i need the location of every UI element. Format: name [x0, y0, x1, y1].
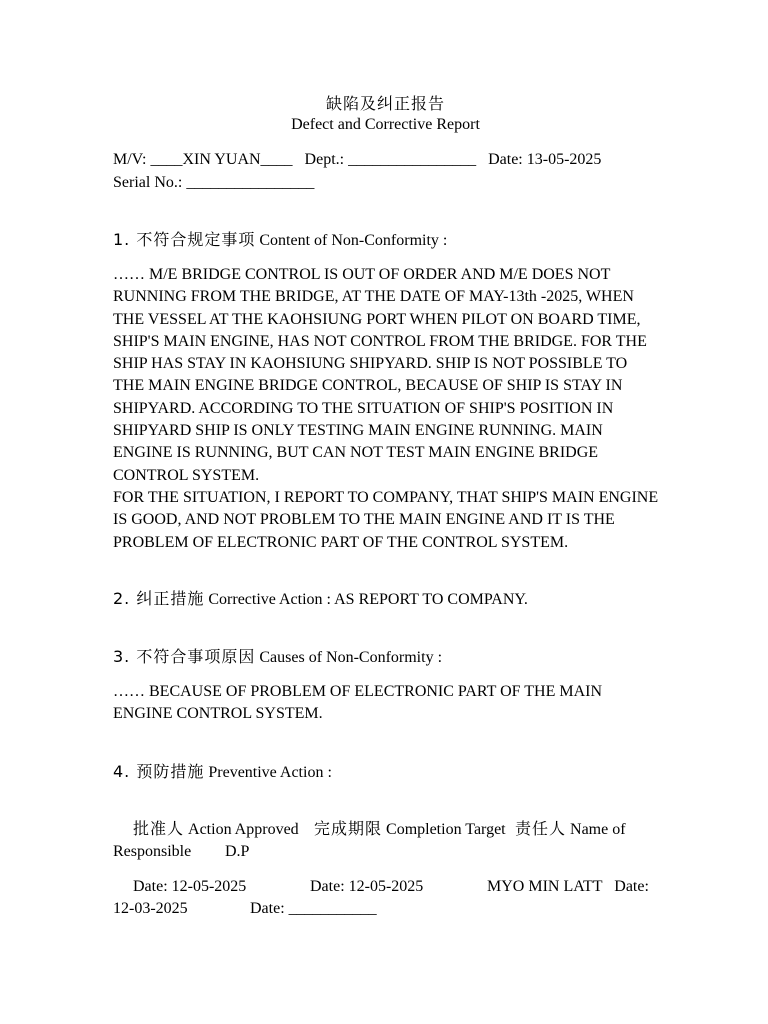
section1-heading	[113, 229, 447, 252]
completion-target-cn: 完成期限	[314, 819, 383, 838]
approved-date: Date: 12-05-2025	[133, 878, 247, 895]
responsible-name-cn: 责任人	[515, 819, 567, 838]
section1-paragraph-2: FOR THE SITUATION, I REPORT TO COMPANY, THAT SHIP'S MAIN ENGINE IS GOOD, AND NOT PROBLEM TO THE MAIN ENGINE AND IT IS THE PROBLEM OF ELECTRONIC PART OF THE CONTROL SYSTEM.	[113, 488, 659, 551]
section4-heading-cn: 4. 预防措施	[113, 762, 205, 781]
section2-heading-en: Corrective Action : AS REPORT TO COMPANY.	[204, 591, 528, 608]
section2-heading	[113, 588, 528, 611]
section3-heading-en: Causes of Non-Conformity :	[255, 649, 443, 666]
section1-body	[113, 264, 661, 554]
section1-heading-en: Content of Non-Conformity :	[255, 232, 448, 249]
responsible-name-date: MYO MIN LATT Date:	[487, 878, 649, 895]
action-approved-cn: 批准人	[133, 819, 185, 838]
section1-heading-cn: 1. 不符合规定事项	[113, 230, 256, 249]
responsible-name-en: Name of	[566, 821, 626, 838]
section1-paragraph-1: …… M/E BRIDGE CONTROL IS OUT OF ORDER AND M/E DOES NOT RUNNING FROM THE BRIDGE, AT THE DATE OF MAY-13th -2025, WHEN THE VESSEL AT THE KAOHSIUNG PORT WHEN PILOT ON BOARD TIME, SHIP'S MAIN ENGINE, HAS NOT CONTROL FROM THE BRIDGE. FOR THE SHIP HAS STAY IN KAOHSIUNG SHIPYARD. SHIP IS NOT POSSIBLE TO THE MAIN ENGINE BRIDGE CONTROL, BECAUSE OF SHIP IS STAY IN SHIPYARD. ACCORDING TO THE SITUATION OF SHIP'S POSITION IN SHIPYARD SHIP IS ONLY TESTING MAIN ENGINE RUNNING. MAIN ENGINE IS RUNNING, BUT CAN NOT TEST MAIN ENGINE BRIDGE CONTROL SYSTEM.	[113, 266, 647, 484]
section3-heading	[113, 646, 442, 669]
section4-heading-en: Preventive Action :	[204, 764, 332, 781]
section4-heading	[113, 761, 332, 784]
completion-target-label	[314, 818, 506, 841]
action-approved-label	[133, 818, 299, 841]
vessel-dept-date-line: M/V: ____XIN YUAN____ Dept.: ________________ Date: 13-05-2025	[113, 151, 602, 168]
responsible-date-value: 12-03-2025	[113, 900, 188, 917]
dp-date: Date: ___________	[250, 900, 377, 917]
responsible-label-continued: Responsible	[113, 843, 192, 860]
responsible-name-label	[515, 818, 626, 841]
section3-body: …… BECAUSE OF PROBLEM OF ELECTRONIC PART OF THE MAIN ENGINE CONTROL SYSTEM.	[113, 683, 603, 723]
dp-label: D.P	[225, 843, 250, 860]
completion-target-en: Completion Target	[382, 821, 506, 838]
section2-heading-cn: 2. 纠正措施	[113, 589, 205, 608]
action-approved-en: Action Approved	[184, 821, 299, 838]
title-english: Defect and Corrective Report	[291, 116, 480, 133]
completion-date: Date: 12-05-2025	[310, 878, 424, 895]
section3-heading-cn: 3. 不符合事项原因	[113, 647, 256, 666]
serial-number-line: Serial No.: ________________	[113, 174, 315, 191]
title-chinese: 缺陷及纠正报告	[325, 94, 445, 113]
